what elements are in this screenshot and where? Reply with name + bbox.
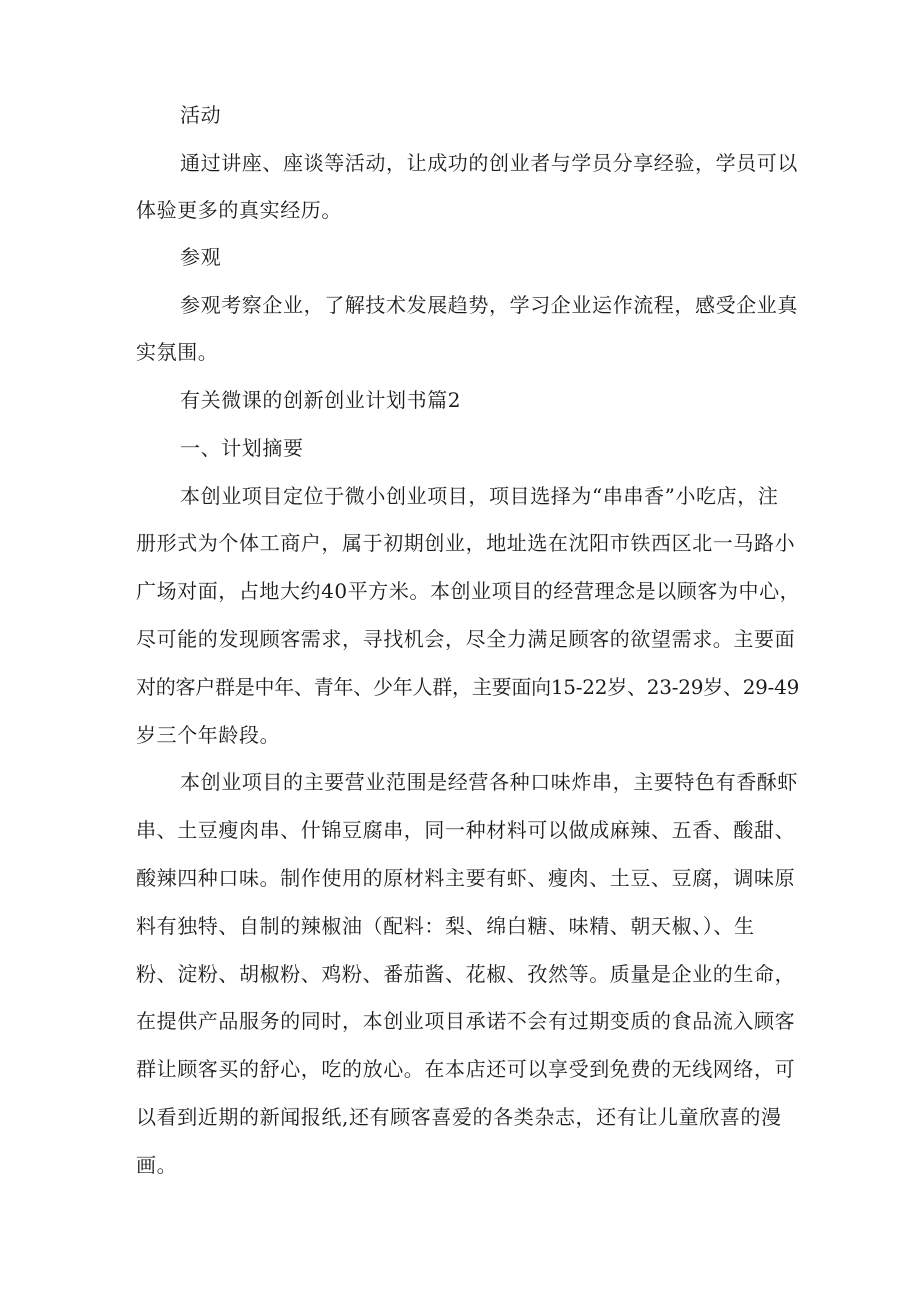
paragraph-line: 酸辣四种口味。制作使用的原材料主要有虾、瘦肉、土豆、豆腐，调味原: [136, 866, 796, 890]
paragraph-line: 对的客户群是中年、青年、少年人群，主要面向15-22岁、23-29岁、29-49: [136, 675, 800, 699]
subsection-title: 一、计划摘要: [180, 436, 304, 460]
paragraph-line: 在提供产品服务的同时，本创业项目承诺不会有过期变质的食品流入顾客: [136, 1009, 796, 1033]
heading-activity: 活动: [180, 103, 222, 127]
paragraph-line: 群让顾客买的舒心，吃的放心。在本店还可以享受到免费的无线网络，可: [136, 1057, 796, 1081]
section-title: 有关微课的创新创业计划书篇2: [180, 388, 462, 412]
paragraph-line: 以看到近期的新闻报纸,还有顾客喜爱的各类杂志，还有让儿童欣喜的漫: [136, 1105, 782, 1129]
paragraph-line: 串、土豆瘦肉串、什锦豆腐串，同一种材料可以做成麻辣、五香、酸甜、: [136, 818, 796, 842]
paragraph-line: 体验更多的真实经历。: [136, 198, 342, 222]
paragraph-line: 尽可能的发现顾客需求，寻找机会，尽全力满足顾客的欲望需求。主要面: [136, 627, 796, 651]
paragraph-line: 粉、淀粉、胡椒粉、鸡粉、番茄酱、花椒、孜然等。质量是企业的生命，: [136, 962, 796, 986]
paragraph-line: 实氛围。: [136, 340, 219, 364]
paragraph-line: 画。: [136, 1153, 178, 1177]
paragraph-line: 本创业项目定位于微小创业项目，项目选择为“串串香”小吃店，注: [180, 484, 779, 508]
paragraph-line: 岁三个年龄段。: [136, 723, 281, 747]
paragraph-line: 册形式为个体工商户，属于初期创业，地址选在沈阳市铁西区北一马路小: [136, 531, 796, 555]
heading-visit: 参观: [180, 245, 222, 269]
paragraph-line: 广场对面，占地大约40平方米。本创业项目的经营理念是以顾客为中心，: [136, 579, 801, 603]
paragraph-line: 通过讲座、座谈等活动，让成功的创业者与学员分享经验，学员可以: [180, 151, 798, 175]
paragraph-line: 料有独特、自制的辣椒油（配料：梨、绵白糖、味精、朝天椒、）、生: [136, 914, 755, 938]
paragraph-line: 参观考察企业，了解技术发展趋势，学习企业运作流程，感受企业真: [180, 293, 798, 317]
paragraph-line: 本创业项目的主要营业范围是经营各种口味炸串，主要特色有香酥虾: [180, 770, 798, 794]
